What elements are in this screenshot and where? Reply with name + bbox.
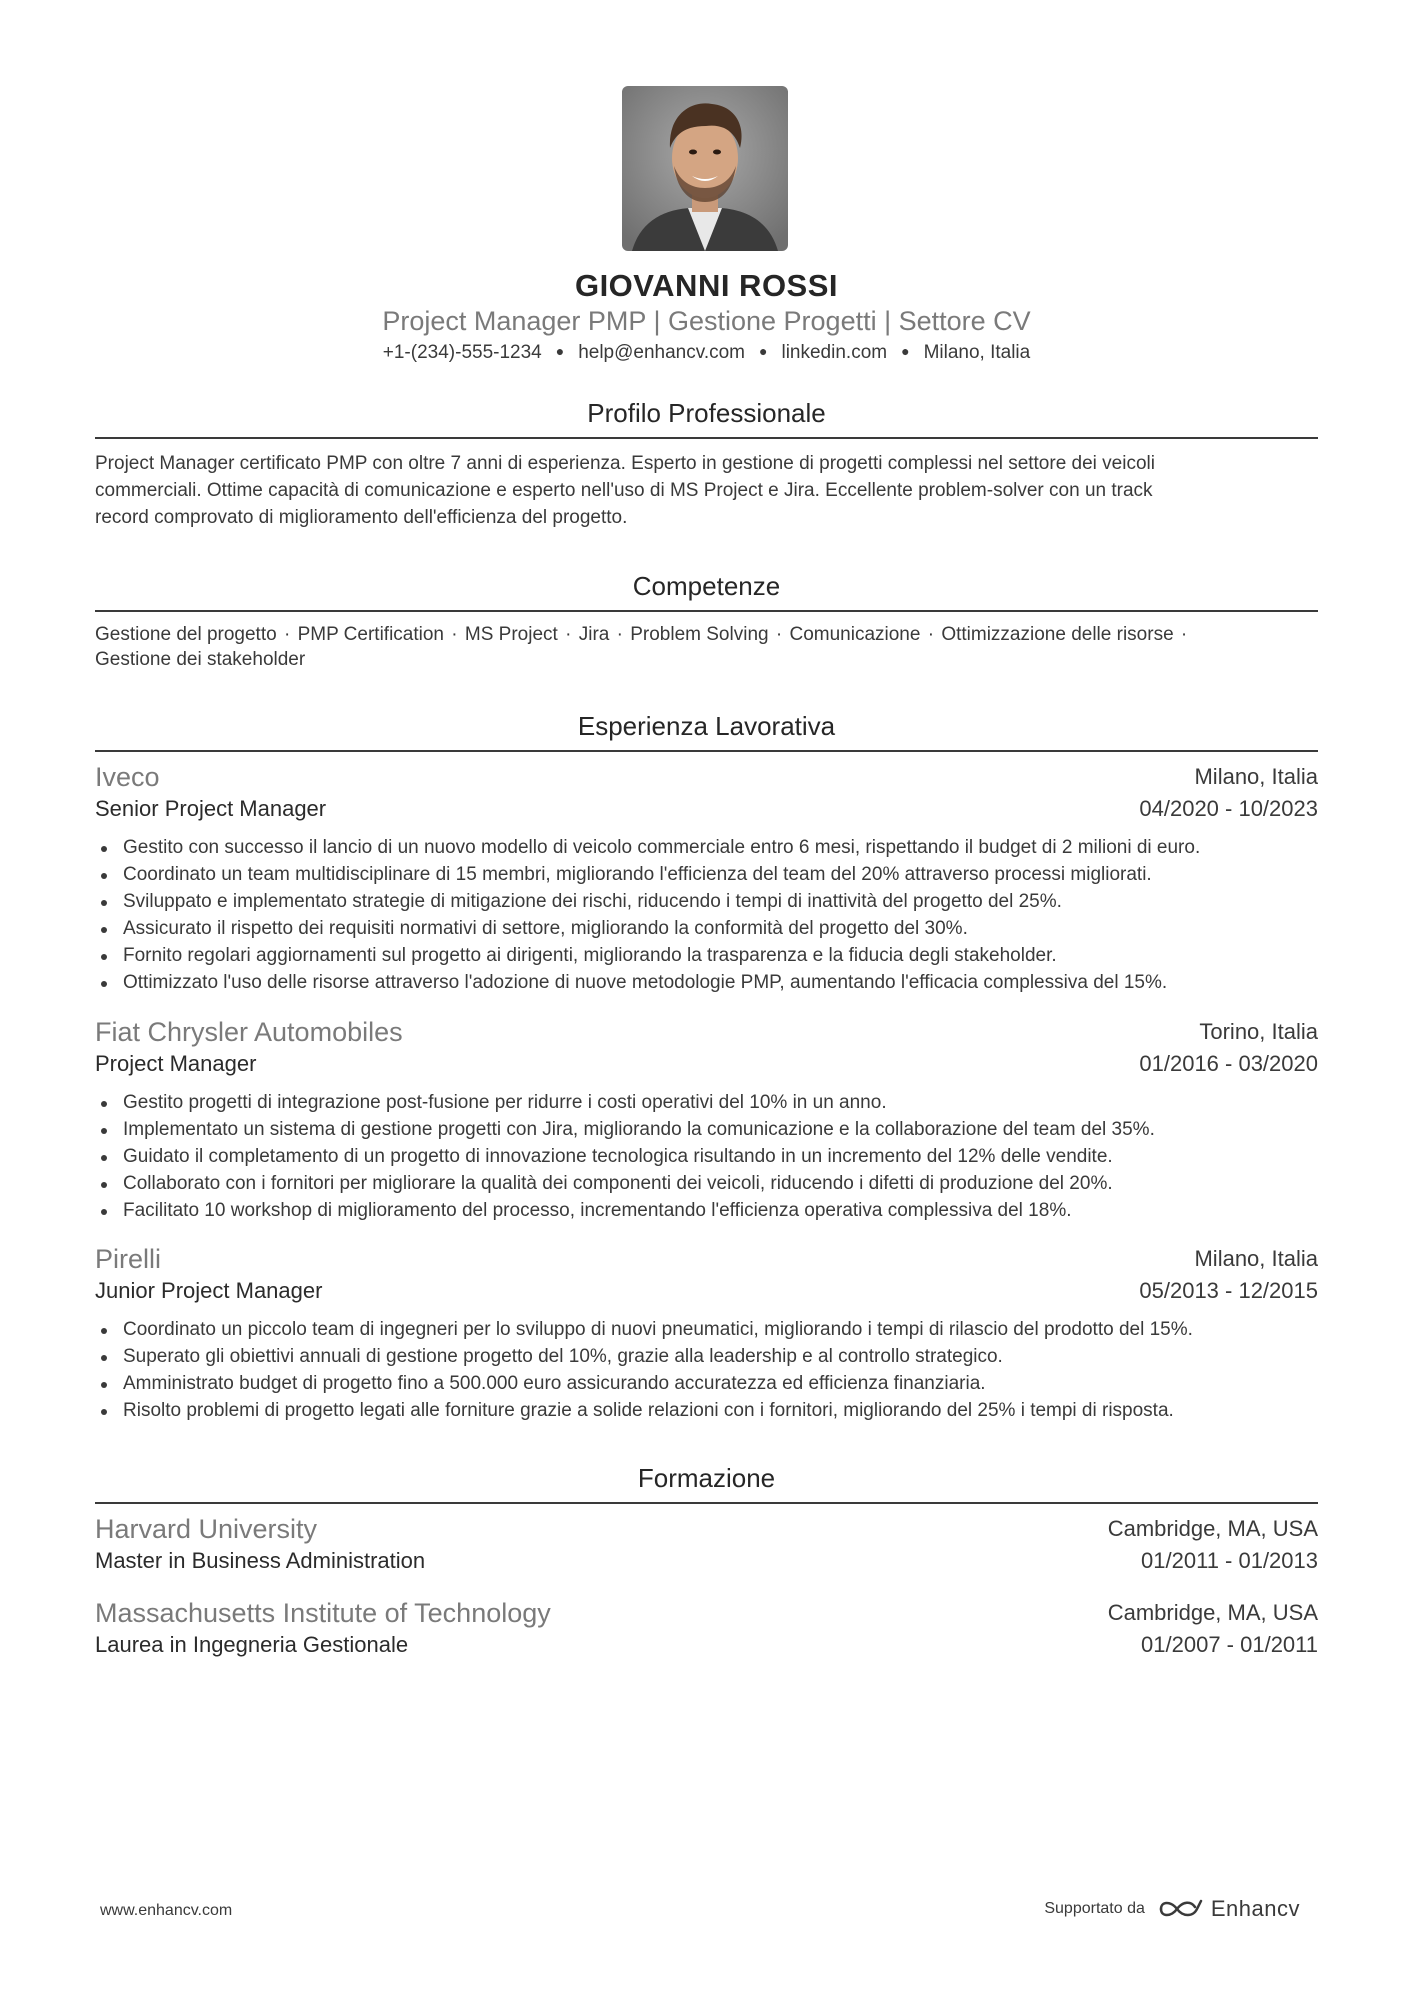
job-role: Junior Project Manager <box>95 1278 323 1303</box>
degree: Laurea in Ingegneria Gestionale <box>95 1632 409 1657</box>
job-location: Torino, Italia <box>1199 1019 1318 1044</box>
skill-item: Ottimizzazione delle risorse <box>941 624 1174 645</box>
skill-item: PMP Certification <box>297 624 445 645</box>
summary-text <box>95 450 1318 531</box>
bullet-item: Gestito progetti di integrazione post-fusione per ridurre i costi operativi del 10% in un anno. <box>95 1089 1318 1116</box>
job-role: Senior Project Manager <box>95 796 327 821</box>
job-bullets <box>95 1089 1318 1224</box>
section-title-summary: Profilo Professionale <box>587 398 826 428</box>
job-bullets <box>95 1316 1318 1424</box>
bullet-item: Fornito regolari aggiornamenti sul progetto ai dirigenti, migliorando la trasparenza e la fiducia degli stakeholder. <box>95 942 1318 969</box>
skill-item: Jira <box>578 624 610 645</box>
separator-dot-icon: ● <box>555 343 565 359</box>
job-dates: 01/2016 - 03/2020 <box>1139 1051 1318 1076</box>
section-title-experience: Esperienza Lavorativa <box>577 711 836 741</box>
contact-line <box>95 342 1318 364</box>
section-divider <box>95 610 1318 612</box>
powered-by-label: Supportato da <box>1044 1900 1145 1917</box>
job-location: Milano, Italia <box>1194 764 1318 789</box>
degree: Master in Business Administration <box>95 1548 426 1573</box>
bullet-item: Ottimizzato l'uso delle risorse attraverso l'adozione di nuove metodologie PMP, aumentando l'efficacia complessiva del 15%. <box>95 969 1318 996</box>
section-divider <box>95 750 1318 752</box>
job-dates: 05/2013 - 12/2015 <box>1139 1278 1318 1303</box>
skill-item: Comunicazione <box>789 624 921 645</box>
job-entry <box>95 1244 1318 1424</box>
job-dates: 04/2020 - 10/2023 <box>1139 796 1318 821</box>
section-divider <box>95 1502 1318 1504</box>
education-dates: 01/2011 - 01/2013 <box>1141 1548 1318 1573</box>
candidate-name: GIOVANNI ROSSI <box>574 268 839 303</box>
bullet-item: Guidato il completamento di un progetto di innovazione tecnologica risultando in un incremento del 12% delle vendite. <box>95 1143 1318 1170</box>
bullet-item: Superato gli obiettivi annuali di gestione progetto del 10%, grazie alla leadership e al controllo strategico. <box>95 1343 1318 1370</box>
skill-item: Problem Solving <box>630 624 769 645</box>
school-name: Massachusetts Institute of Technology <box>95 1598 551 1628</box>
footer-website[interactable]: www.enhancv.com <box>100 1902 233 1919</box>
company-name: Iveco <box>95 762 160 792</box>
section-title-skills: Competenze <box>632 571 781 601</box>
education-entry <box>95 1514 1318 1580</box>
school-location: Cambridge, MA, USA <box>1107 1516 1318 1541</box>
email[interactable]: help@enhancv.com <box>578 342 746 363</box>
separator-dot-icon: ● <box>901 343 910 359</box>
bullet-item: Assicurato il rispetto dei requisiti normativi di settore, migliorando la conformità del progetto del 30%. <box>95 915 1318 942</box>
enhancv-brand[interactable]: Enhancv <box>1210 1896 1300 1921</box>
bullet-item: Implementato un sistema di gestione progetti con Jira, migliorando la comunicazione e la collaborazione del team del 35%. <box>95 1116 1318 1143</box>
skill-item: Gestione del progetto <box>95 624 277 645</box>
section-divider <box>95 437 1318 439</box>
job-location: Milano, Italia <box>1194 1246 1318 1271</box>
bullet-item: Collaborato con i fornitori per migliorare la qualità dei componenti dei veicoli, riducendo i difetti di produzione del 20%. <box>95 1170 1318 1197</box>
skill-item: Gestione dei stakeholder <box>95 649 306 670</box>
education-dates: 01/2007 - 01/2011 <box>1141 1632 1318 1657</box>
separator-dot-icon: ● <box>759 343 768 359</box>
school-location: Cambridge, MA, USA <box>1107 1600 1318 1625</box>
bullet-item: Coordinato un team multidisciplinare di 15 membri, migliorando l'efficienza del team del 20% attraverso processi migliorati. <box>95 861 1318 888</box>
summary-line: Project Manager certificato PMP con oltre 7 anni di esperienza. Esperto in gestione di progetti complessi nel settore dei veicoli <box>95 453 1155 474</box>
skills-list: Gestione del progetto · PMP Certification · MS Project · Jira · Problem Solving · Comunicazione · Ottimizzazione delle risorse · Gestione dei stakeholder <box>95 624 1188 670</box>
job-entry <box>95 762 1318 996</box>
profile-photo <box>622 86 788 251</box>
bullet-item: Gestito con successo il lancio di un nuovo modello di veicolo commerciale entro 6 mesi, rispettando il budget di 2 milioni di euro. <box>95 834 1318 861</box>
phone[interactable]: +1-(234)-555-1234 <box>382 342 542 363</box>
section-title-education: Formazione <box>637 1463 776 1493</box>
summary-line: record comprovato di miglioramento dell'efficienza del progetto. <box>95 507 628 528</box>
footer-powered-by <box>1044 1896 1300 1922</box>
job-role: Project Manager <box>95 1051 257 1076</box>
bullet-item: Coordinato un piccolo team di ingegneri per lo sviluppo di nuovi pneumatici, migliorando i tempi di rilascio del prodotto del 15%. <box>95 1316 1318 1343</box>
bullet-item: Facilitato 10 workshop di miglioramento del processo, incrementando l'efficienza operativa complessiva del 18%. <box>95 1197 1318 1224</box>
job-bullets <box>95 834 1318 996</box>
company-name: Fiat Chrysler Automobiles <box>95 1017 403 1047</box>
education-entry <box>95 1598 1318 1664</box>
headline: Project Manager PMP | Gestione Progetti | Settore CV <box>382 306 1031 336</box>
location: Milano, Italia <box>923 342 1031 363</box>
job-entry <box>95 1017 1318 1224</box>
enhancv-logo-icon <box>1157 1897 1203 1921</box>
bullet-item: Amministrato budget di progetto fino a 500.000 euro assicurando accuratezza ed efficienza finanziaria. <box>95 1370 1318 1397</box>
company-name: Pirelli <box>95 1244 162 1274</box>
summary-line: commerciali. Ottime capacità di comunicazione e esperto nell'uso di MS Project e Jira. Eccellente problem-solver con un track <box>95 480 1153 501</box>
bullet-item: Sviluppato e implementato strategie di mitigazione dei rischi, riducendo i tempi di inattività del progetto del 25%. <box>95 888 1318 915</box>
school-name: Harvard University <box>95 1514 318 1544</box>
linkedin[interactable]: linkedin.com <box>781 342 888 363</box>
bullet-item: Risolto problemi di progetto legati alle forniture grazie a solide relazioni con i fornitori, migliorando del 25% i tempi di risposta. <box>95 1397 1318 1424</box>
skill-item: MS Project <box>464 624 558 645</box>
